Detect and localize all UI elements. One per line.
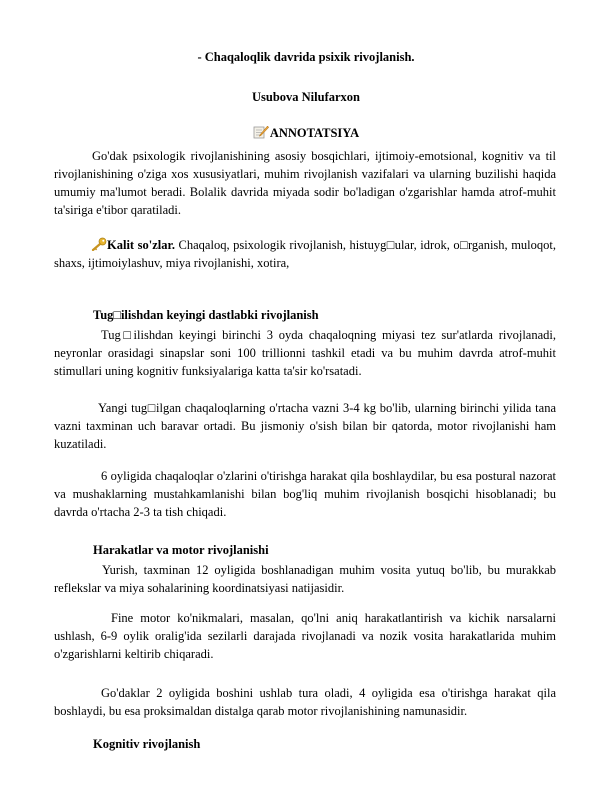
section-paragraph (54, 609, 556, 663)
paragraph-text: 6 oyligida chaqaloqlar o'zlarini o'tirishga harakat qila boshlaydilar, bu esa postural nazorat va mushaklarning mustahkamlanishi bilan bog'liq muhim rivojlanish bosqichi hisoblanadi; bu davrda o'rtacha 2-3 ta tish chiqadi. (54, 469, 556, 519)
author-name: Usubova Nilufarxon (251, 90, 360, 104)
annotation-heading: ANNOTATSIYA (269, 126, 360, 140)
keywords-text: Chaqaloq, psixologik rivojlanish, histuyg□ular, idrok, o□rganish, muloqot, shaxs, ijtimoiylashuv, miya rivojlanishi, xotira, (54, 238, 556, 270)
keywords-label: Kalit so'zlar. (107, 238, 175, 252)
paragraph-text: Go'daklar 2 oyligida boshini ushlab tura oladi, 4 oyligida esa o'tirishga harakat qila boshlaydi, bu esa proksimaldan distalga qarab motor rivojlanishining namunasidir. (54, 686, 556, 718)
section-paragraph (54, 684, 556, 720)
section-paragraph (54, 467, 556, 521)
section-heading: Kognitiv rivojlanish (93, 737, 201, 751)
paragraph-text: Yangi tug□ilgan chaqaloqlarning o'rtacha vazni 3-4 kg bo'lib, ularning birinchi yilida tana vazni taxminan uch baravar ortadi. Bu jismoniy o'sish bilan bir qatorda, motor rivojlanishi ham kuzatiladi. (54, 401, 556, 451)
memo-pencil-icon (253, 125, 269, 139)
section-heading: Tug□ilishdan keyingi dastlabki rivojlanish (93, 308, 319, 322)
section-paragraph (54, 326, 556, 380)
key-icon (91, 237, 107, 251)
abstract-paragraph (54, 147, 556, 219)
abstract-text: Go'dak psixologik rivojlanishining asosiy bosqichlari, ijtimoiy-emotsional, kognitiv va til rivojlanishining o'ziga xos xususiyatlari, muhim rivojlanish vazifalari va ularning buzilishi haqida umumiy ma'lumot beradi. Bolalik davrida miyada sodir bo'ladigan o'zgarishlar hamda atrof-muhit ta'siriga e'tibor qaratiladi. (54, 149, 556, 217)
paragraph-text: Yurish, taxminan 12 oyligida boshlanadigan muhim vosita yutuq bo'lib, bu murakkab reflekslar va miya sohalarining koordinatsiyasi natijasidir. (54, 563, 556, 595)
annotation-heading-row (0, 125, 612, 141)
section-heading: Harakatlar va motor rivojlanishi (93, 543, 269, 557)
section-paragraph (54, 561, 556, 597)
keywords-paragraph (54, 236, 556, 272)
paragraph-text: Tug□ilishdan keyingi birinchi 3 oyda chaqaloqning miyasi tez sur'atlarda rivojlanadi, neyronlar orasidagi sinapslar soni 100 trillionni tashkil etadi va bu muhim davrda atrof-muhit stimullari uning kognitiv funksiyalariga katta ta'sir ko'rsatadi. (54, 328, 556, 378)
document-title: - Chaqaloqlik davrida psixik rivojlanish. (197, 50, 415, 64)
section-paragraph (54, 399, 556, 453)
paragraph-text: Fine motor ko'nikmalari, masalan, qo'lni aniq harakatlantirish va kichik narsalarni ushlash, 6-9 oylik oralig'ida sezilarli darajada rivojlanadi va nozik vosita harakatlarida muhim o'zgarishlarni keltirib chiqaradi. (54, 611, 556, 661)
